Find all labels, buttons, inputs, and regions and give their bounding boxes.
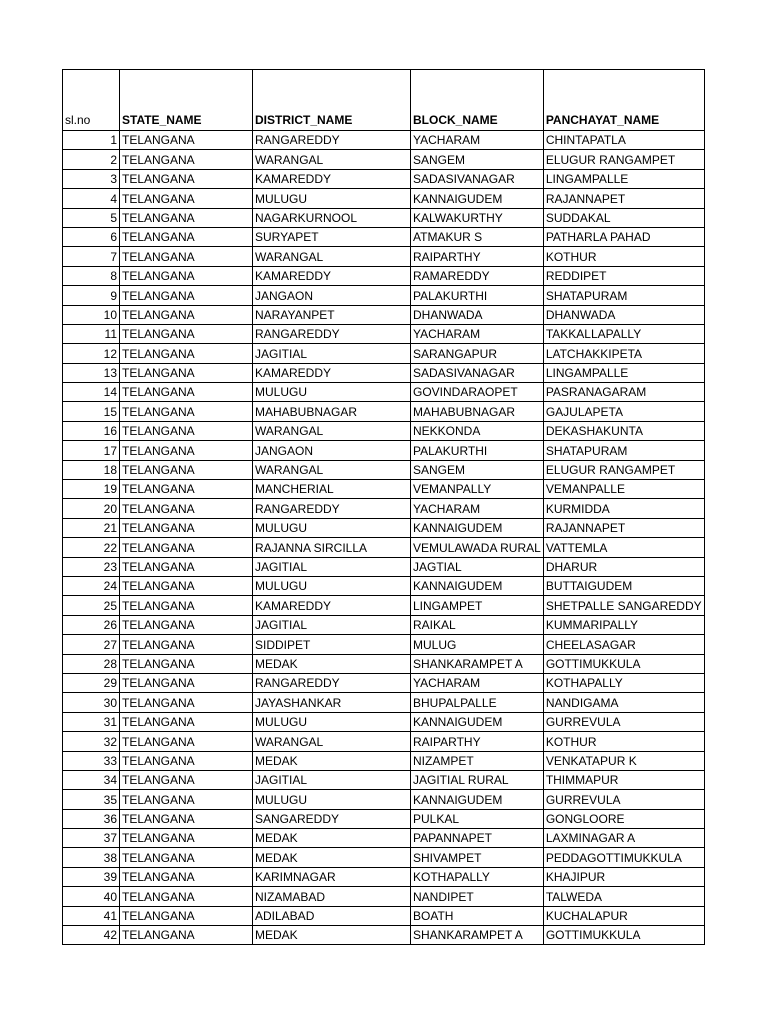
cell-slno[interactable]: 7 bbox=[63, 247, 120, 266]
cell-block-name[interactable]: PALAKURTHI bbox=[411, 286, 544, 305]
cell-slno[interactable]: 17 bbox=[63, 441, 120, 460]
cell-panchayat-name[interactable]: ELUGUR RANGAMPET bbox=[543, 150, 704, 169]
cell-district-name[interactable]: MEDAK bbox=[253, 751, 411, 770]
cell-panchayat-name[interactable]: GOTTIMUKKULA bbox=[543, 926, 704, 945]
cell-slno[interactable]: 13 bbox=[63, 363, 120, 382]
cell-block-name[interactable]: KANNAIGUDEM bbox=[411, 576, 544, 595]
cell-block-name[interactable]: YACHARAM bbox=[411, 499, 544, 518]
cell-block-name[interactable]: RAMAREDDY bbox=[411, 266, 544, 285]
cell-block-name[interactable]: KOTHAPALLY bbox=[411, 867, 544, 886]
cell-district-name[interactable]: MULUGU bbox=[253, 576, 411, 595]
cell-panchayat-name[interactable]: LINGAMPALLE bbox=[543, 169, 704, 188]
table-row bbox=[63, 829, 705, 848]
table-row bbox=[63, 751, 705, 770]
cell-state-name[interactable]: TELANGANA bbox=[120, 499, 253, 518]
cell-block-name[interactable]: KANNAIGUDEM bbox=[411, 712, 544, 731]
cell-state-name[interactable]: TELANGANA bbox=[120, 383, 253, 402]
cell-slno[interactable]: 25 bbox=[63, 596, 120, 615]
cell-district-name[interactable]: JAGITIAL bbox=[253, 770, 411, 789]
cell-district-name[interactable]: RAJANNA SIRCILLA bbox=[253, 538, 411, 557]
table-row bbox=[63, 150, 705, 169]
table-row bbox=[63, 344, 705, 363]
cell-state-name[interactable]: TELANGANA bbox=[120, 654, 253, 673]
cell-slno[interactable]: 10 bbox=[63, 305, 120, 324]
header-row bbox=[63, 70, 705, 131]
cell-district-name[interactable]: MEDAK bbox=[253, 654, 411, 673]
cell-slno[interactable]: 20 bbox=[63, 499, 120, 518]
cell-block-name[interactable]: YACHARAM bbox=[411, 131, 544, 150]
cell-block-name[interactable]: PALAKURTHI bbox=[411, 441, 544, 460]
cell-block-name[interactable]: MAHABUBNAGAR bbox=[411, 402, 544, 421]
cell-panchayat-name[interactable]: PASRANAGARAM bbox=[543, 383, 704, 402]
header-block-name[interactable]: BLOCK_NAME bbox=[411, 70, 544, 131]
cell-panchayat-name[interactable]: PEDDAGOTTIMUKKULA bbox=[543, 848, 704, 867]
cell-block-name[interactable]: SADASIVANAGAR bbox=[411, 169, 544, 188]
cell-slno[interactable]: 15 bbox=[63, 402, 120, 421]
header-state-name[interactable]: STATE_NAME bbox=[120, 70, 253, 131]
cell-district-name[interactable]: KARIMNAGAR bbox=[253, 867, 411, 886]
table-row bbox=[63, 538, 705, 557]
table-row bbox=[63, 266, 705, 285]
table-row bbox=[63, 770, 705, 789]
cell-state-name[interactable]: TELANGANA bbox=[120, 770, 253, 789]
cell-slno[interactable]: 33 bbox=[63, 751, 120, 770]
cell-slno[interactable]: 37 bbox=[63, 829, 120, 848]
cell-state-name[interactable]: TELANGANA bbox=[120, 867, 253, 886]
cell-district-name[interactable]: NARAYANPET bbox=[253, 305, 411, 324]
cell-panchayat-name[interactable]: SUDDAKAL bbox=[543, 208, 704, 227]
cell-block-name[interactable]: JAGITIAL RURAL bbox=[411, 770, 544, 789]
cell-district-name[interactable]: NIZAMABAD bbox=[253, 887, 411, 906]
cell-district-name[interactable]: MEDAK bbox=[253, 848, 411, 867]
cell-state-name[interactable]: TELANGANA bbox=[120, 615, 253, 634]
cell-slno[interactable]: 39 bbox=[63, 867, 120, 886]
table-row bbox=[63, 131, 705, 150]
cell-district-name[interactable]: RANGAREDDY bbox=[253, 499, 411, 518]
cell-state-name[interactable]: TELANGANA bbox=[120, 208, 253, 227]
cell-panchayat-name[interactable]: DHANWADA bbox=[543, 305, 704, 324]
cell-block-name[interactable]: NANDIPET bbox=[411, 887, 544, 906]
cell-state-name[interactable]: TELANGANA bbox=[120, 460, 253, 479]
table-row bbox=[63, 189, 705, 208]
cell-district-name[interactable]: RANGAREDDY bbox=[253, 324, 411, 343]
cell-slno[interactable]: 28 bbox=[63, 654, 120, 673]
cell-district-name[interactable]: WARANGAL bbox=[253, 247, 411, 266]
cell-panchayat-name[interactable]: TAKKALLAPALLY bbox=[543, 324, 704, 343]
cell-panchayat-name[interactable]: LINGAMPALLE bbox=[543, 363, 704, 382]
cell-district-name[interactable]: MULUGU bbox=[253, 518, 411, 537]
cell-slno[interactable]: 30 bbox=[63, 693, 120, 712]
cell-panchayat-name[interactable]: KOTHUR bbox=[543, 247, 704, 266]
table-row bbox=[63, 809, 705, 828]
table-row bbox=[63, 383, 705, 402]
cell-panchayat-name[interactable]: KHAJIPUR bbox=[543, 867, 704, 886]
cell-state-name[interactable]: TELANGANA bbox=[120, 227, 253, 246]
cell-district-name[interactable]: JAGITIAL bbox=[253, 344, 411, 363]
cell-panchayat-name[interactable]: KOTHAPALLY bbox=[543, 673, 704, 692]
cell-state-name[interactable]: TELANGANA bbox=[120, 344, 253, 363]
cell-panchayat-name[interactable]: DHARUR bbox=[543, 557, 704, 576]
cell-state-name[interactable]: TELANGANA bbox=[120, 751, 253, 770]
cell-state-name[interactable]: TELANGANA bbox=[120, 712, 253, 731]
table-row bbox=[63, 208, 705, 227]
cell-slno[interactable]: 40 bbox=[63, 887, 120, 906]
cell-panchayat-name[interactable]: GONGLOORE bbox=[543, 809, 704, 828]
cell-block-name[interactable]: KANNAIGUDEM bbox=[411, 189, 544, 208]
table-row bbox=[63, 227, 705, 246]
table-row bbox=[63, 596, 705, 615]
table-row bbox=[63, 169, 705, 188]
cell-block-name[interactable]: ATMAKUR S bbox=[411, 227, 544, 246]
cell-block-name[interactable]: PULKAL bbox=[411, 809, 544, 828]
table-row bbox=[63, 441, 705, 460]
cell-district-name[interactable]: SIDDIPET bbox=[253, 635, 411, 654]
table-row bbox=[63, 286, 705, 305]
cell-block-name[interactable]: GOVINDARAOPET bbox=[411, 383, 544, 402]
cell-slno[interactable]: 6 bbox=[63, 227, 120, 246]
cell-state-name[interactable]: TELANGANA bbox=[120, 402, 253, 421]
cell-state-name[interactable]: TELANGANA bbox=[120, 305, 253, 324]
cell-district-name[interactable]: MAHABUBNAGAR bbox=[253, 402, 411, 421]
cell-state-name[interactable]: TELANGANA bbox=[120, 266, 253, 285]
table-row bbox=[63, 324, 705, 343]
cell-panchayat-name[interactable]: GURREVULA bbox=[543, 790, 704, 809]
cell-state-name[interactable]: TELANGANA bbox=[120, 189, 253, 208]
cell-slno[interactable]: 21 bbox=[63, 518, 120, 537]
cell-block-name[interactable]: YACHARAM bbox=[411, 673, 544, 692]
cell-slno[interactable]: 38 bbox=[63, 848, 120, 867]
cell-slno[interactable]: 5 bbox=[63, 208, 120, 227]
spreadsheet-table bbox=[62, 69, 705, 945]
cell-state-name[interactable]: TELANGANA bbox=[120, 557, 253, 576]
cell-slno[interactable]: 18 bbox=[63, 460, 120, 479]
cell-panchayat-name[interactable]: KUCHALAPUR bbox=[543, 906, 704, 925]
cell-state-name[interactable]: TELANGANA bbox=[120, 131, 253, 150]
cell-state-name[interactable]: TELANGANA bbox=[120, 809, 253, 828]
table-row bbox=[63, 480, 705, 499]
cell-panchayat-name[interactable]: SHATAPURAM bbox=[543, 286, 704, 305]
cell-district-name[interactable]: JANGAON bbox=[253, 441, 411, 460]
cell-block-name[interactable]: SANGEM bbox=[411, 150, 544, 169]
cell-slno[interactable]: 3 bbox=[63, 169, 120, 188]
cell-panchayat-name[interactable]: VENKATAPUR K bbox=[543, 751, 704, 770]
cell-panchayat-name[interactable]: PATHARLA PAHAD bbox=[543, 227, 704, 246]
table-row bbox=[63, 693, 705, 712]
table-row bbox=[63, 887, 705, 906]
cell-district-name[interactable]: WARANGAL bbox=[253, 421, 411, 440]
cell-block-name[interactable]: SHIVAMPET bbox=[411, 848, 544, 867]
cell-district-name[interactable]: JAGITIAL bbox=[253, 557, 411, 576]
cell-state-name[interactable]: TELANGANA bbox=[120, 693, 253, 712]
table-row bbox=[63, 732, 705, 751]
header-panchayat-name[interactable]: PANCHAYAT_NAME bbox=[543, 70, 704, 131]
cell-panchayat-name[interactable]: KURMIDDA bbox=[543, 499, 704, 518]
cell-slno[interactable]: 27 bbox=[63, 635, 120, 654]
cell-block-name[interactable]: PAPANNAPET bbox=[411, 829, 544, 848]
cell-panchayat-name[interactable]: SHETPALLE SANGAREDDY bbox=[543, 596, 704, 615]
cell-panchayat-name[interactable]: RAJANNAPET bbox=[543, 518, 704, 537]
cell-slno[interactable]: 42 bbox=[63, 926, 120, 945]
cell-slno[interactable]: 34 bbox=[63, 770, 120, 789]
cell-state-name[interactable]: TELANGANA bbox=[120, 480, 253, 499]
cell-district-name[interactable]: RANGAREDDY bbox=[253, 673, 411, 692]
cell-block-name[interactable]: MULUG bbox=[411, 635, 544, 654]
cell-block-name[interactable]: SADASIVANAGAR bbox=[411, 363, 544, 382]
cell-slno[interactable]: 32 bbox=[63, 732, 120, 751]
cell-panchayat-name[interactable]: KUMMARIPALLY bbox=[543, 615, 704, 634]
table-row bbox=[63, 499, 705, 518]
cell-panchayat-name[interactable]: CHEELASAGAR bbox=[543, 635, 704, 654]
table-row bbox=[63, 305, 705, 324]
cell-state-name[interactable]: TELANGANA bbox=[120, 169, 253, 188]
cell-block-name[interactable]: NIZAMPET bbox=[411, 751, 544, 770]
cell-state-name[interactable]: TELANGANA bbox=[120, 538, 253, 557]
cell-slno[interactable]: 35 bbox=[63, 790, 120, 809]
table-row bbox=[63, 906, 705, 925]
cell-panchayat-name[interactable]: GURREVULA bbox=[543, 712, 704, 731]
cell-slno[interactable]: 41 bbox=[63, 906, 120, 925]
cell-state-name[interactable]: TELANGANA bbox=[120, 150, 253, 169]
cell-district-name[interactable]: MULUGU bbox=[253, 189, 411, 208]
cell-panchayat-name[interactable]: GAJULAPETA bbox=[543, 402, 704, 421]
cell-state-name[interactable]: TELANGANA bbox=[120, 906, 253, 925]
cell-panchayat-name[interactable]: NANDIGAMA bbox=[543, 693, 704, 712]
cell-block-name[interactable]: KANNAIGUDEM bbox=[411, 518, 544, 537]
cell-block-name[interactable]: SHANKARAMPET A bbox=[411, 926, 544, 945]
cell-district-name[interactable]: WARANGAL bbox=[253, 460, 411, 479]
cell-state-name[interactable]: TELANGANA bbox=[120, 848, 253, 867]
header-slno[interactable]: sl.no bbox=[63, 70, 120, 131]
cell-district-name[interactable]: MEDAK bbox=[253, 926, 411, 945]
cell-slno[interactable]: 36 bbox=[63, 809, 120, 828]
table-row bbox=[63, 712, 705, 731]
cell-panchayat-name[interactable]: TALWEDA bbox=[543, 887, 704, 906]
table-row bbox=[63, 557, 705, 576]
cell-district-name[interactable]: ADILABAD bbox=[253, 906, 411, 925]
table-row bbox=[63, 363, 705, 382]
cell-state-name[interactable]: TELANGANA bbox=[120, 926, 253, 945]
cell-state-name[interactable]: TELANGANA bbox=[120, 829, 253, 848]
table-row bbox=[63, 402, 705, 421]
table-row bbox=[63, 518, 705, 537]
table-body bbox=[63, 131, 705, 945]
cell-slno[interactable]: 1 bbox=[63, 131, 120, 150]
cell-slno[interactable]: 23 bbox=[63, 557, 120, 576]
cell-district-name[interactable]: JANGAON bbox=[253, 286, 411, 305]
table-row bbox=[63, 421, 705, 440]
cell-slno[interactable]: 29 bbox=[63, 673, 120, 692]
cell-state-name[interactable]: TELANGANA bbox=[120, 286, 253, 305]
cell-district-name[interactable]: KAMAREDDY bbox=[253, 363, 411, 382]
table-row bbox=[63, 848, 705, 867]
table-row bbox=[63, 576, 705, 595]
table-row bbox=[63, 790, 705, 809]
cell-block-name[interactable]: SHANKARAMPET A bbox=[411, 654, 544, 673]
cell-state-name[interactable]: TELANGANA bbox=[120, 635, 253, 654]
cell-block-name[interactable]: KANNAIGUDEM bbox=[411, 790, 544, 809]
cell-state-name[interactable]: TELANGANA bbox=[120, 421, 253, 440]
cell-district-name[interactable]: KAMAREDDY bbox=[253, 596, 411, 615]
cell-district-name[interactable]: NAGARKURNOOL bbox=[253, 208, 411, 227]
cell-state-name[interactable]: TELANGANA bbox=[120, 732, 253, 751]
cell-district-name[interactable]: KAMAREDDY bbox=[253, 266, 411, 285]
cell-district-name[interactable]: WARANGAL bbox=[253, 732, 411, 751]
cell-district-name[interactable]: MULUGU bbox=[253, 712, 411, 731]
table-row bbox=[63, 926, 705, 945]
cell-slno[interactable]: 12 bbox=[63, 344, 120, 363]
cell-panchayat-name[interactable]: VEMANPALLE bbox=[543, 480, 704, 499]
cell-block-name[interactable]: SANGEM bbox=[411, 460, 544, 479]
cell-state-name[interactable]: TELANGANA bbox=[120, 887, 253, 906]
cell-district-name[interactable]: MULUGU bbox=[253, 790, 411, 809]
cell-block-name[interactable]: NEKKONDA bbox=[411, 421, 544, 440]
cell-district-name[interactable]: SANGAREDDY bbox=[253, 809, 411, 828]
table-row bbox=[63, 247, 705, 266]
cell-state-name[interactable]: TELANGANA bbox=[120, 673, 253, 692]
cell-district-name[interactable]: MULUGU bbox=[253, 383, 411, 402]
cell-state-name[interactable]: TELANGANA bbox=[120, 596, 253, 615]
cell-block-name[interactable]: BOATH bbox=[411, 906, 544, 925]
cell-slno[interactable]: 31 bbox=[63, 712, 120, 731]
table-row bbox=[63, 654, 705, 673]
cell-block-name[interactable]: DHANWADA bbox=[411, 305, 544, 324]
cell-panchayat-name[interactable]: ELUGUR RANGAMPET bbox=[543, 460, 704, 479]
cell-block-name[interactable]: RAIPARTHY bbox=[411, 732, 544, 751]
cell-block-name[interactable]: BHUPALPALLE bbox=[411, 693, 544, 712]
cell-block-name[interactable]: SARANGAPUR bbox=[411, 344, 544, 363]
cell-slno[interactable]: 9 bbox=[63, 286, 120, 305]
cell-state-name[interactable]: TELANGANA bbox=[120, 363, 253, 382]
table-row bbox=[63, 867, 705, 886]
cell-district-name[interactable]: JAYASHANKAR bbox=[253, 693, 411, 712]
cell-district-name[interactable]: KAMAREDDY bbox=[253, 169, 411, 188]
cell-slno[interactable]: 14 bbox=[63, 383, 120, 402]
cell-panchayat-name[interactable]: VATTEMLA bbox=[543, 538, 704, 557]
cell-panchayat-name[interactable]: DEKASHAKUNTA bbox=[543, 421, 704, 440]
cell-slno[interactable]: 8 bbox=[63, 266, 120, 285]
table-row bbox=[63, 460, 705, 479]
cell-panchayat-name[interactable]: THIMMAPUR bbox=[543, 770, 704, 789]
header-district-name[interactable]: DISTRICT_NAME bbox=[253, 70, 411, 131]
cell-slno[interactable]: 22 bbox=[63, 538, 120, 557]
cell-slno[interactable]: 16 bbox=[63, 421, 120, 440]
cell-state-name[interactable]: TELANGANA bbox=[120, 247, 253, 266]
cell-panchayat-name[interactable]: KOTHUR bbox=[543, 732, 704, 751]
cell-slno[interactable]: 4 bbox=[63, 189, 120, 208]
cell-panchayat-name[interactable]: LATCHAKKIPETA bbox=[543, 344, 704, 363]
cell-block-name[interactable]: VEMULAWADA RURAL bbox=[411, 538, 544, 557]
cell-district-name[interactable]: RANGAREDDY bbox=[253, 131, 411, 150]
cell-block-name[interactable]: RAIPARTHY bbox=[411, 247, 544, 266]
cell-district-name[interactable]: MEDAK bbox=[253, 829, 411, 848]
cell-district-name[interactable]: WARANGAL bbox=[253, 150, 411, 169]
cell-panchayat-name[interactable]: BUTTAIGUDEM bbox=[543, 576, 704, 595]
cell-block-name[interactable]: KALWAKURTHY bbox=[411, 208, 544, 227]
cell-state-name[interactable]: TELANGANA bbox=[120, 441, 253, 460]
cell-panchayat-name[interactable]: GOTTIMUKKULA bbox=[543, 654, 704, 673]
table-row bbox=[63, 635, 705, 654]
cell-district-name[interactable]: SURYAPET bbox=[253, 227, 411, 246]
cell-state-name[interactable]: TELANGANA bbox=[120, 576, 253, 595]
cell-slno[interactable]: 24 bbox=[63, 576, 120, 595]
table-row bbox=[63, 615, 705, 634]
cell-state-name[interactable]: TELANGANA bbox=[120, 790, 253, 809]
cell-block-name[interactable]: YACHARAM bbox=[411, 324, 544, 343]
cell-block-name[interactable]: LINGAMPET bbox=[411, 596, 544, 615]
cell-panchayat-name[interactable]: SHATAPURAM bbox=[543, 441, 704, 460]
cell-district-name[interactable]: MANCHERIAL bbox=[253, 480, 411, 499]
cell-state-name[interactable]: TELANGANA bbox=[120, 324, 253, 343]
cell-panchayat-name[interactable]: CHINTAPATLA bbox=[543, 131, 704, 150]
cell-panchayat-name[interactable]: LAXMINAGAR A bbox=[543, 829, 704, 848]
cell-panchayat-name[interactable]: RAJANNAPET bbox=[543, 189, 704, 208]
cell-block-name[interactable]: RAIKAL bbox=[411, 615, 544, 634]
cell-slno[interactable]: 26 bbox=[63, 615, 120, 634]
cell-block-name[interactable]: VEMANPALLY bbox=[411, 480, 544, 499]
table-row bbox=[63, 673, 705, 692]
cell-slno[interactable]: 19 bbox=[63, 480, 120, 499]
cell-panchayat-name[interactable]: REDDIPET bbox=[543, 266, 704, 285]
cell-state-name[interactable]: TELANGANA bbox=[120, 518, 253, 537]
cell-slno[interactable]: 2 bbox=[63, 150, 120, 169]
cell-block-name[interactable]: JAGTIAL bbox=[411, 557, 544, 576]
cell-district-name[interactable]: JAGITIAL bbox=[253, 615, 411, 634]
cell-slno[interactable]: 11 bbox=[63, 324, 120, 343]
